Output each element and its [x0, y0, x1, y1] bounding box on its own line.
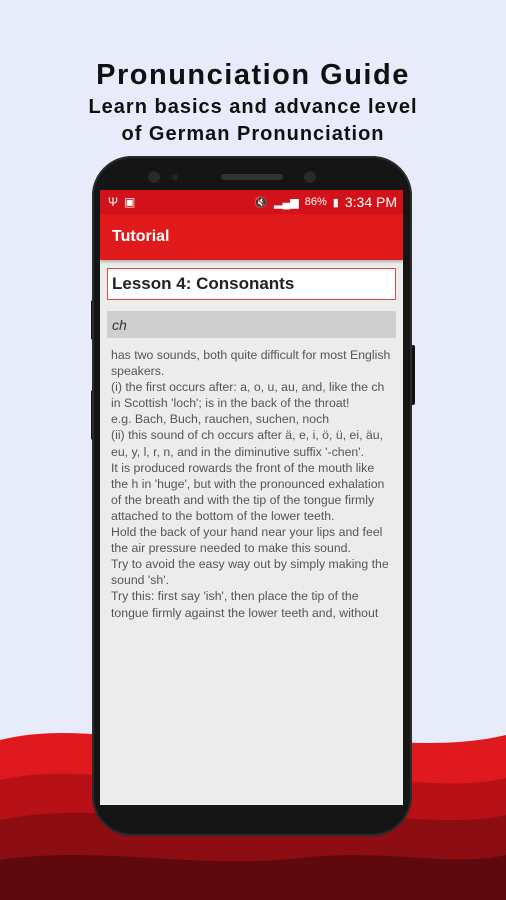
lesson-paragraph: Hold the back of your hand near your lips and feel the air pressure needed to make this sound.: [111, 525, 383, 556]
lesson-body[interactable]: [107, 347, 396, 621]
phone-screen: [100, 190, 403, 805]
battery-icon: ▮: [332, 196, 339, 209]
sensor-dot: [172, 174, 178, 180]
promo-title: Pronunciation Guide: [96, 59, 410, 91]
lesson-content: [100, 260, 403, 621]
lesson-paragraph: of the breath and with the tip of the tongue firmly attached to the bottom of the lower teeth.: [111, 492, 375, 523]
usb-icon: Ψ: [108, 195, 119, 209]
lesson-paragraph: (ii) this sound of ch occurs after ä, e, i, ö, ü, ei, äu, eu, y, l, r, n, and in the diminutive suffix '-chen'.: [111, 428, 384, 459]
iris-sensor: [304, 171, 316, 183]
lesson-paragraph: has two sounds, both quite difficult for most English speakers.: [111, 348, 391, 379]
status-bar: [100, 190, 403, 214]
promo-subtitle-line2: of German Pronunciation: [121, 123, 385, 145]
lesson-title: Lesson 4: Consonants: [107, 268, 396, 300]
sd-card-icon: ▣: [124, 195, 136, 209]
lesson-paragraph: (i) the first occurs after: a, o, u, au, and, like the ch in Scottish 'loch'; is in the back of the throat!: [111, 380, 385, 411]
battery-percent: 86%: [304, 196, 327, 208]
lesson-paragraph: It is produced rowards the front of the mouth like the h in 'huge', but with the pronounced exhalation: [111, 460, 385, 491]
lesson-paragraph: Try to avoid the easy way out by simply making the sound 'sh'.: [111, 557, 389, 588]
front-camera: [148, 171, 160, 183]
signal-icon: ▂▄▆: [274, 196, 299, 209]
promo-subtitle-line1: Learn basics and advance level: [88, 96, 418, 118]
mute-icon: 🔇: [254, 196, 269, 209]
earpiece-speaker: [221, 174, 283, 180]
app-bar: [100, 214, 403, 260]
lesson-paragraph: Try this: first say 'ish', then place the tip of the tongue firmly against the lower teeth and, without: [111, 589, 379, 620]
app-bar-title: Tutorial: [112, 228, 170, 245]
clock: 3:34 PM: [344, 194, 397, 210]
promo-header: [0, 58, 506, 148]
topic-heading: ch: [107, 311, 396, 338]
lesson-paragraph: e.g. Bach, Buch, rauchen, suchen, noch: [111, 412, 330, 427]
